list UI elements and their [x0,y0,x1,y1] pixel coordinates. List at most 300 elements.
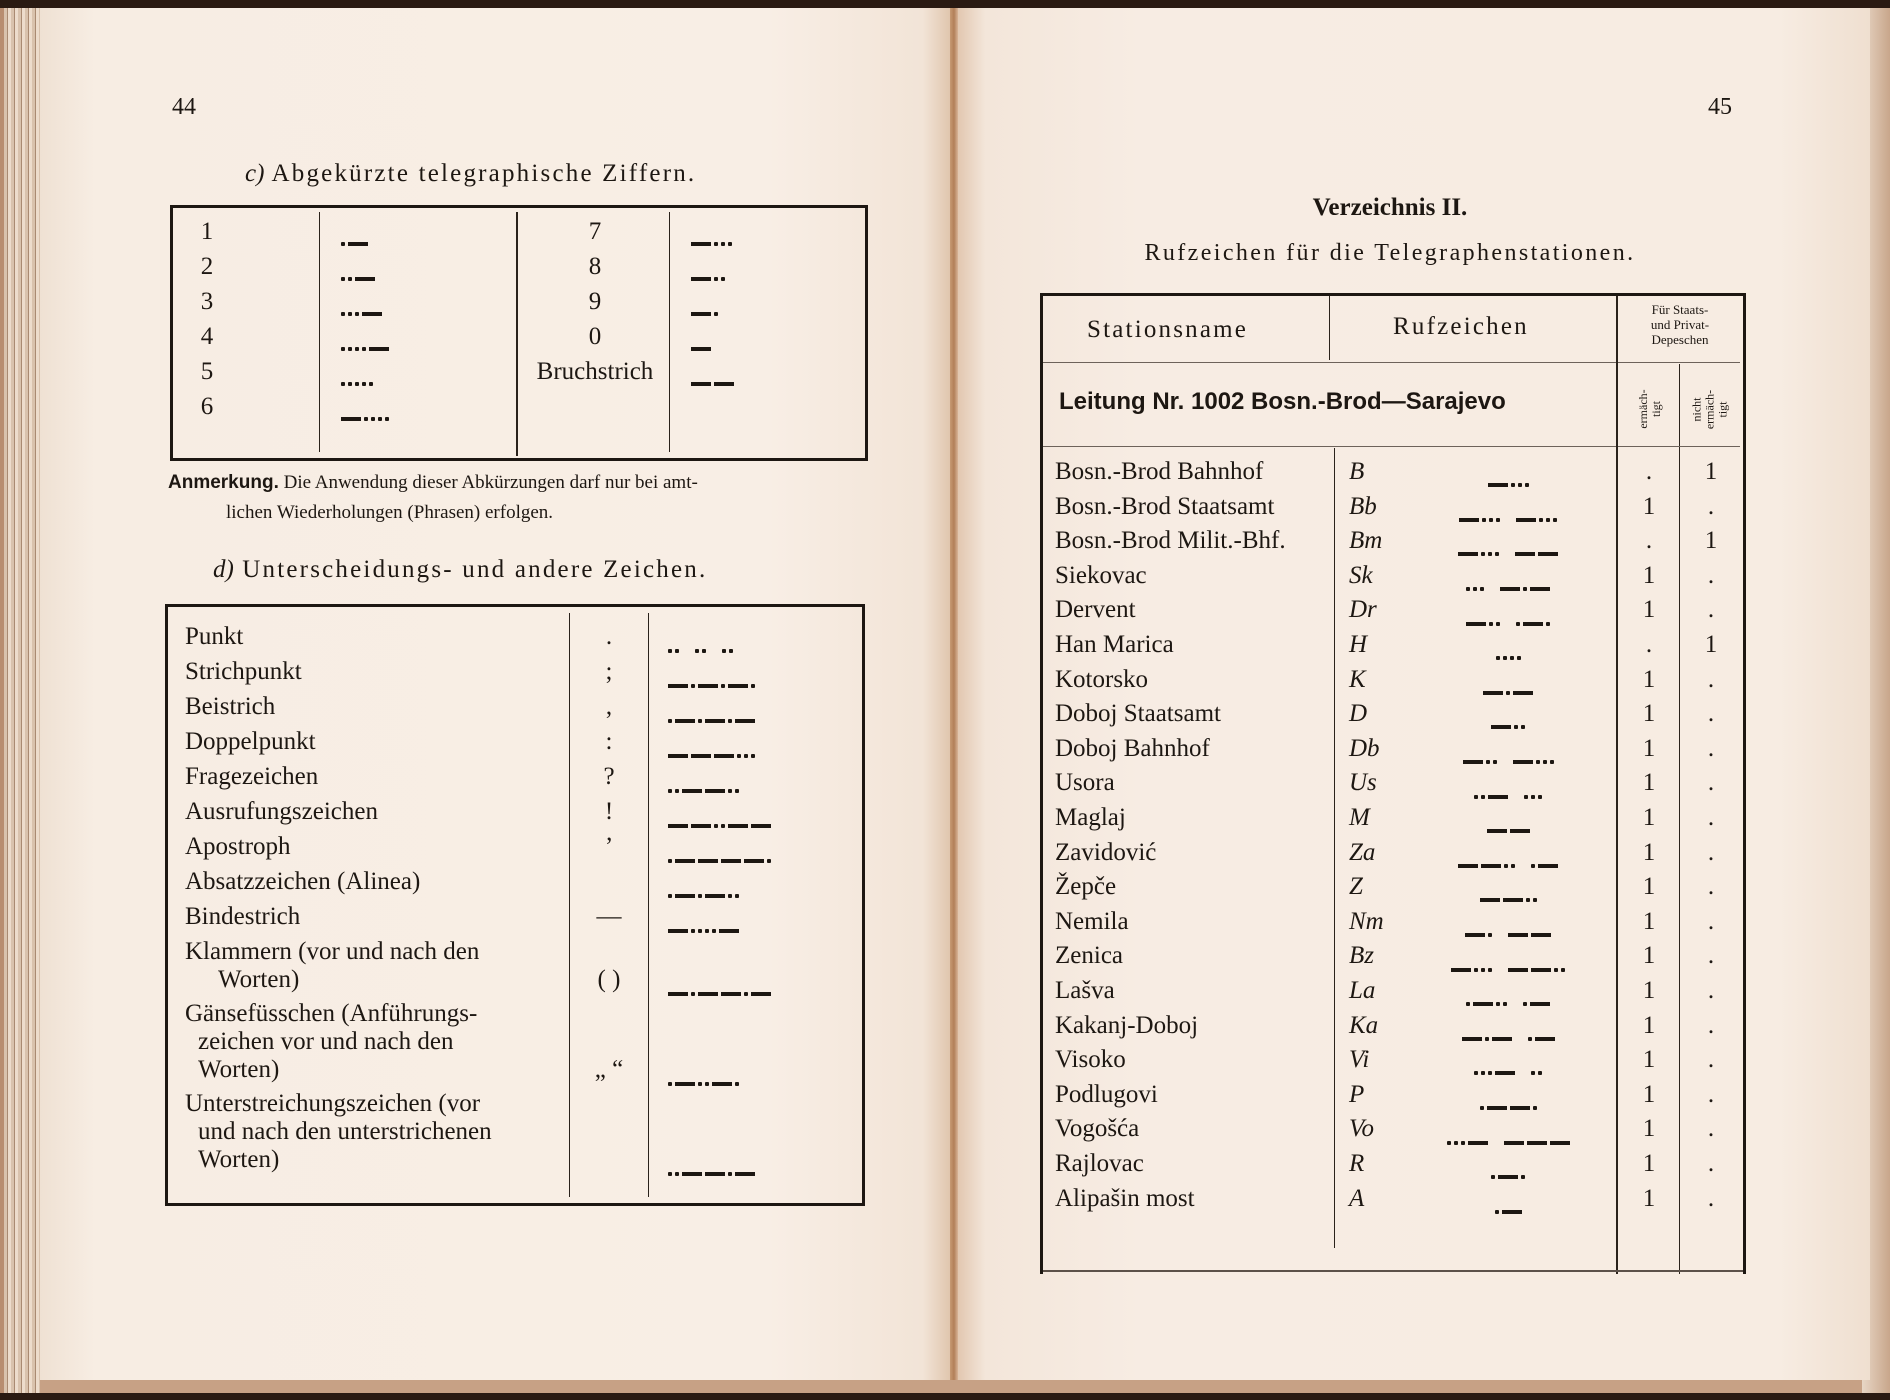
allowed-value: 1 [1642,700,1656,728]
sign-symbol: , [605,693,613,720]
header-ermaechtigt-line: ermäch- [1636,389,1650,429]
morse-dash [721,859,741,863]
station-name: Han Marica [1055,631,1174,658]
morse-dash [1530,587,1550,591]
morse-dash [1498,1175,1518,1179]
morse-dot [1496,518,1500,522]
morse-dash [675,894,695,898]
morse-dash [668,684,688,688]
morse-dot [362,347,366,351]
morse-dot [714,242,718,246]
morse-dot [1488,933,1492,937]
station-name: Žepče [1055,873,1117,901]
morse-dot [1496,656,1500,660]
morse-dash [362,312,382,316]
morse-code [691,274,725,284]
allowed-value: 1 [1642,977,1656,1004]
morse-dot [1496,622,1500,626]
morse-dash [1500,587,1520,591]
allowed-value: 1 [1642,492,1656,520]
call-sign: M [1349,804,1370,831]
morse-dot [369,382,373,386]
morse-code [668,716,755,726]
morse-dot [721,824,725,828]
morse-dash [751,824,771,828]
morse-dot [705,1082,709,1086]
morse-dot [1480,1106,1484,1110]
call-sign: Vo [1349,1115,1374,1143]
morse-dot [1531,1071,1535,1075]
morse-dash [1503,898,1523,902]
page-edges-left [4,8,40,1393]
morse-dot [1554,968,1558,972]
call-sign: P [1349,1080,1365,1108]
morse-dot [1514,725,1518,729]
sign-name: Worten) [218,966,300,993]
digit-sign: 3 [200,288,214,315]
morse-dot [668,894,672,898]
morse-dot [1491,1175,1495,1179]
station-row [1043,458,1743,492]
call-sign: Ka [1349,1011,1379,1039]
morse-dash [1513,760,1533,764]
note-text-1: Die Anwendung dieser Abkürzungen darf nur bei amt- [283,472,698,493]
allowed-value: 1 [1642,1080,1656,1108]
sign-code-cell [668,1070,739,1097]
digit-code-cell [341,265,375,292]
morse-dash [1473,1002,1493,1006]
not-allowed-value: 1 [1704,458,1718,485]
morse-dot [1495,1210,1499,1214]
morse-dot [362,382,366,386]
sign-symbol: . [605,623,613,650]
station-row [1043,1150,1743,1184]
allowed-value: 1 [1642,1184,1656,1212]
allowed-value: . [1645,631,1653,658]
station-name: Doboj Bahnhof [1055,734,1210,762]
morse-dash [682,1172,702,1176]
sign-symbol: ; [605,658,613,685]
morse-dash [728,824,748,828]
digit-sign: 6 [200,393,214,420]
morse-dash [668,824,688,828]
header-nicht-ermaechtigt [1691,375,1730,445]
morse-dash [1535,1037,1555,1041]
sign-symbol: — [596,903,622,930]
station-row [1043,977,1743,1011]
digit-sign: 0 [588,323,602,350]
morse-dot [1550,760,1554,764]
morse-dot [735,894,739,898]
header-ermaechtigt-line: tigt [1649,401,1663,418]
station-row [1043,700,1743,734]
morse-code [1474,1068,1542,1078]
not-allowed-value: . [1707,838,1715,866]
morse-dot [1506,691,1510,695]
sign-code-cell [668,672,755,699]
station-row [1043,735,1743,769]
not-allowed-value: . [1707,907,1715,935]
digit-code-cell [691,370,734,397]
morse-code [1480,1103,1537,1113]
call-sign: Bm [1349,527,1383,555]
morse-dash [1487,829,1507,833]
stations-table [1040,293,1746,1274]
morse-code [1496,653,1521,663]
morse-dot [1473,587,1477,591]
morse-code [668,891,739,901]
morse-dot [385,417,389,421]
morse-dash [714,382,734,386]
morse-dot [341,347,345,351]
morse-dot [355,347,359,351]
morse-dot [1447,1141,1451,1145]
sign-name: Ausrufungszeichen [185,798,378,825]
morse-dash [705,789,725,793]
call-sign: Za [1349,838,1376,866]
row-divider [1618,446,1740,447]
morse-dash [668,929,688,933]
morse-dot [722,649,726,653]
allowed-value: 1 [1642,1150,1656,1177]
morse-dash [1510,829,1530,833]
morse-dot [1523,587,1527,591]
morse-dash [728,684,748,688]
sign-name: Bindestrich [185,903,301,930]
station-name: Podlugovi [1055,1080,1158,1108]
sign-symbol: ! [604,798,614,825]
morse-dot [1474,968,1478,972]
digit-sign: 2 [200,253,214,280]
page-number-left: 44 [172,94,196,120]
morse-dot [1496,1002,1500,1006]
morse-dot [1533,1106,1537,1110]
morse-dash [1515,552,1535,556]
allowed-value: 1 [1642,838,1656,866]
morse-dot [371,417,375,421]
station-row [1043,1046,1743,1080]
morse-code [1491,1172,1525,1182]
morse-dot [348,382,352,386]
morse-dash [1538,864,1558,868]
station-name: Vogošća [1055,1115,1140,1143]
station-row [1043,1185,1743,1219]
sign-code-cell [668,980,771,1007]
sign-name: Worten) [198,1146,280,1173]
sign-symbol: „ “ [594,1056,624,1083]
morse-dash [1495,1071,1515,1075]
station-row [1043,873,1743,907]
allowed-value: 1 [1642,907,1656,935]
morse-dot [714,312,718,316]
morse-dot [341,382,345,386]
sign-code-cell [668,812,771,839]
morse-dash [698,859,718,863]
allowed-value: 1 [1642,769,1656,797]
not-allowed-value: . [1707,561,1715,589]
not-allowed-value: . [1707,873,1715,901]
page-edges-bottom [40,1380,1870,1393]
section-d-title: Unterscheidungs- und andere Zeichen. [242,556,708,583]
morse-dot [728,719,732,723]
morse-dot [695,649,699,653]
morse-dash [1481,864,1501,868]
morse-dot [1521,725,1525,729]
morse-code [1487,826,1530,836]
morse-dot [355,312,359,316]
sign-symbol: ’ [604,833,614,860]
not-allowed-value: . [1707,492,1715,520]
not-allowed-value: . [1707,769,1715,797]
morse-dot [1480,587,1484,591]
open-book [0,8,1890,1393]
morse-dash [1468,1141,1488,1145]
morse-dot [1511,864,1515,868]
morse-dot [1521,1175,1525,1179]
morse-dot [702,649,706,653]
section-c-title: Abgekürzte telegraphische Ziffern. [271,160,697,187]
call-sign: Vi [1349,1046,1370,1074]
call-sign: Sk [1349,561,1373,589]
sign-name: Beistrich [185,693,276,720]
morse-code [1451,965,1565,975]
morse-dot [668,649,672,653]
station-name: Bosn.-Brod Milit.-Bhf. [1055,527,1286,555]
sign-code-cell [668,1160,755,1187]
morse-code [1480,895,1537,905]
morse-dash [1451,968,1471,972]
morse-dot [378,417,382,421]
station-row [1043,804,1743,838]
morse-dot [1489,622,1493,626]
morse-code [1466,584,1550,594]
sign-name: Apostroph [185,833,291,860]
not-allowed-value: . [1707,700,1715,728]
morse-dot [1495,552,1499,556]
morse-dot [691,992,695,996]
station-row [1043,1012,1743,1046]
morse-code [1447,1138,1570,1148]
station-name: Usora [1055,769,1115,797]
morse-dot [668,719,672,723]
sign-name: Worten) [198,1056,280,1083]
morse-code [691,379,734,389]
morse-dot [1474,1071,1478,1075]
morse-dash [1508,933,1528,937]
digit-code-cell [691,335,711,362]
morse-dot [348,347,352,351]
morse-dot [1538,795,1542,799]
morse-dash [691,754,711,758]
morse-dot [364,417,368,421]
sign-name: Gänsefüsschen (Anführungs- [185,1000,478,1027]
morse-dot [1481,968,1485,972]
morse-dash [705,1172,725,1176]
morse-dot [1474,795,1478,799]
morse-dot [1546,518,1550,522]
station-row [1043,942,1743,976]
digit-sign: 7 [588,218,602,245]
morse-code [341,414,389,424]
morse-dot [1524,795,1528,799]
morse-dot [1461,1141,1465,1145]
col-divider [516,212,518,456]
station-name: Rajlovac [1055,1150,1144,1177]
allowed-value: 1 [1642,596,1656,624]
line-heading: Leitung Nr. 1002 Bosn.-Brod—Sarajevo [1059,388,1506,415]
allowed-value: 1 [1642,804,1656,831]
morse-dash [1510,1106,1530,1110]
morse-dot [1531,795,1535,799]
station-name: Siekovac [1055,561,1147,589]
morse-dot [675,789,679,793]
call-sign: A [1349,1184,1365,1212]
morse-code [1462,1034,1555,1044]
morse-dash [348,242,368,246]
morse-dash [1480,898,1500,902]
morse-dot [721,684,725,688]
morse-dot [705,929,709,933]
page-number-right: 45 [1708,94,1732,120]
morse-dot [1466,1002,1470,1006]
call-sign: Z [1349,873,1363,901]
morse-dot [691,684,695,688]
morse-dot [1454,1141,1458,1145]
morse-dot [698,894,702,898]
morse-dot [1486,760,1490,764]
morse-code [668,751,755,761]
not-allowed-value: . [1707,1150,1715,1177]
morse-dot [1533,898,1537,902]
signs-table [165,604,865,1206]
station-row [1043,1081,1743,1115]
call-sign: Bz [1349,942,1374,970]
sign-name: Doppelpunkt [185,728,316,755]
not-allowed-value: . [1707,977,1715,1004]
allowed-value: 1 [1642,734,1656,762]
morse-dot [1493,760,1497,764]
morse-code [1465,930,1551,940]
morse-code [668,856,771,866]
station-name: Bosn.-Brod Staatsamt [1055,492,1275,520]
morse-dash [1502,1210,1522,1214]
not-allowed-value: . [1707,665,1715,693]
allowed-value: 1 [1642,873,1656,901]
col-divider [319,212,320,452]
morse-dash [1462,1037,1482,1041]
morse-dash [341,417,361,421]
digits-table [170,205,868,461]
header-depeschen [1621,302,1739,347]
book-gutter [950,8,958,1380]
morse-code [1488,480,1529,490]
digit-code-cell [341,335,389,362]
morse-dot [1488,552,1492,556]
morse-code [691,239,732,249]
morse-dash [691,312,711,316]
header-stationsname: Stationsname [1087,316,1249,343]
not-allowed-value: . [1707,1011,1715,1039]
morse-dash [721,992,741,996]
digit-sign: 9 [588,288,602,315]
morse-code [1458,861,1558,871]
note-paragraph [168,468,868,528]
morse-code [1495,1207,1522,1217]
morse-dot [1485,1037,1489,1041]
station-row [1043,631,1743,665]
morse-dash [1516,518,1536,522]
sign-name: Punkt [185,623,244,650]
morse-dot [1503,1002,1507,1006]
list-subtitle: Rufzeichen für die Telegraphenstationen. [1144,240,1636,266]
morse-dot [1504,864,1508,868]
morse-dash [1531,933,1551,937]
morse-dash [355,277,375,281]
digit-sign: 8 [588,253,602,280]
morse-dash [698,992,718,996]
header-ermaechtigt [1637,374,1663,444]
morse-dot [1488,968,1492,972]
morse-dot [721,277,725,281]
morse-dot [348,277,352,281]
morse-dash [1488,483,1508,487]
station-row [1043,596,1743,630]
morse-dot [1503,656,1507,660]
morse-dash [1458,552,1478,556]
morse-dash [719,929,739,933]
morse-dot [1510,656,1514,660]
table-bottom-rule [1043,1270,1743,1272]
station-name: Doboj Staatsamt [1055,700,1221,728]
morse-dot [341,312,345,316]
section-d-label: d) [213,556,234,583]
morse-dot [668,1082,672,1086]
station-name: Lašva [1055,977,1115,1004]
morse-dot [668,1172,672,1176]
morse-code [1459,515,1557,525]
allowed-value: 1 [1642,665,1656,693]
morse-dash [668,992,688,996]
call-sign: H [1349,631,1368,658]
header-nicht-ermaechtigt-line: nicht [1689,397,1704,422]
station-row [1043,493,1743,527]
sign-code-cell [668,917,739,944]
morse-dot [735,789,739,793]
morse-code [1466,619,1550,629]
col-divider [1329,296,1330,360]
sign-code-cell [668,777,739,804]
morse-dash [668,754,688,758]
morse-dash [1550,1141,1570,1145]
morse-dot [729,649,733,653]
morse-dash [735,719,755,723]
morse-dot [714,277,718,281]
sign-code-cell [668,882,739,909]
digit-sign: 4 [200,323,214,350]
morse-dash [1488,795,1508,799]
note-text-2: lichen Wiederholungen (Phrasen) erfolgen. [226,502,554,523]
digit-code-cell [691,265,725,292]
morse-dash [1463,760,1483,764]
morse-dash [369,347,389,351]
morse-code [341,344,389,354]
morse-code [1458,549,1558,559]
call-sign: B [1349,458,1365,485]
not-allowed-value: . [1707,942,1715,970]
not-allowed-value: 1 [1704,631,1718,658]
morse-dash [1487,1106,1507,1110]
not-allowed-value: . [1707,1184,1715,1212]
